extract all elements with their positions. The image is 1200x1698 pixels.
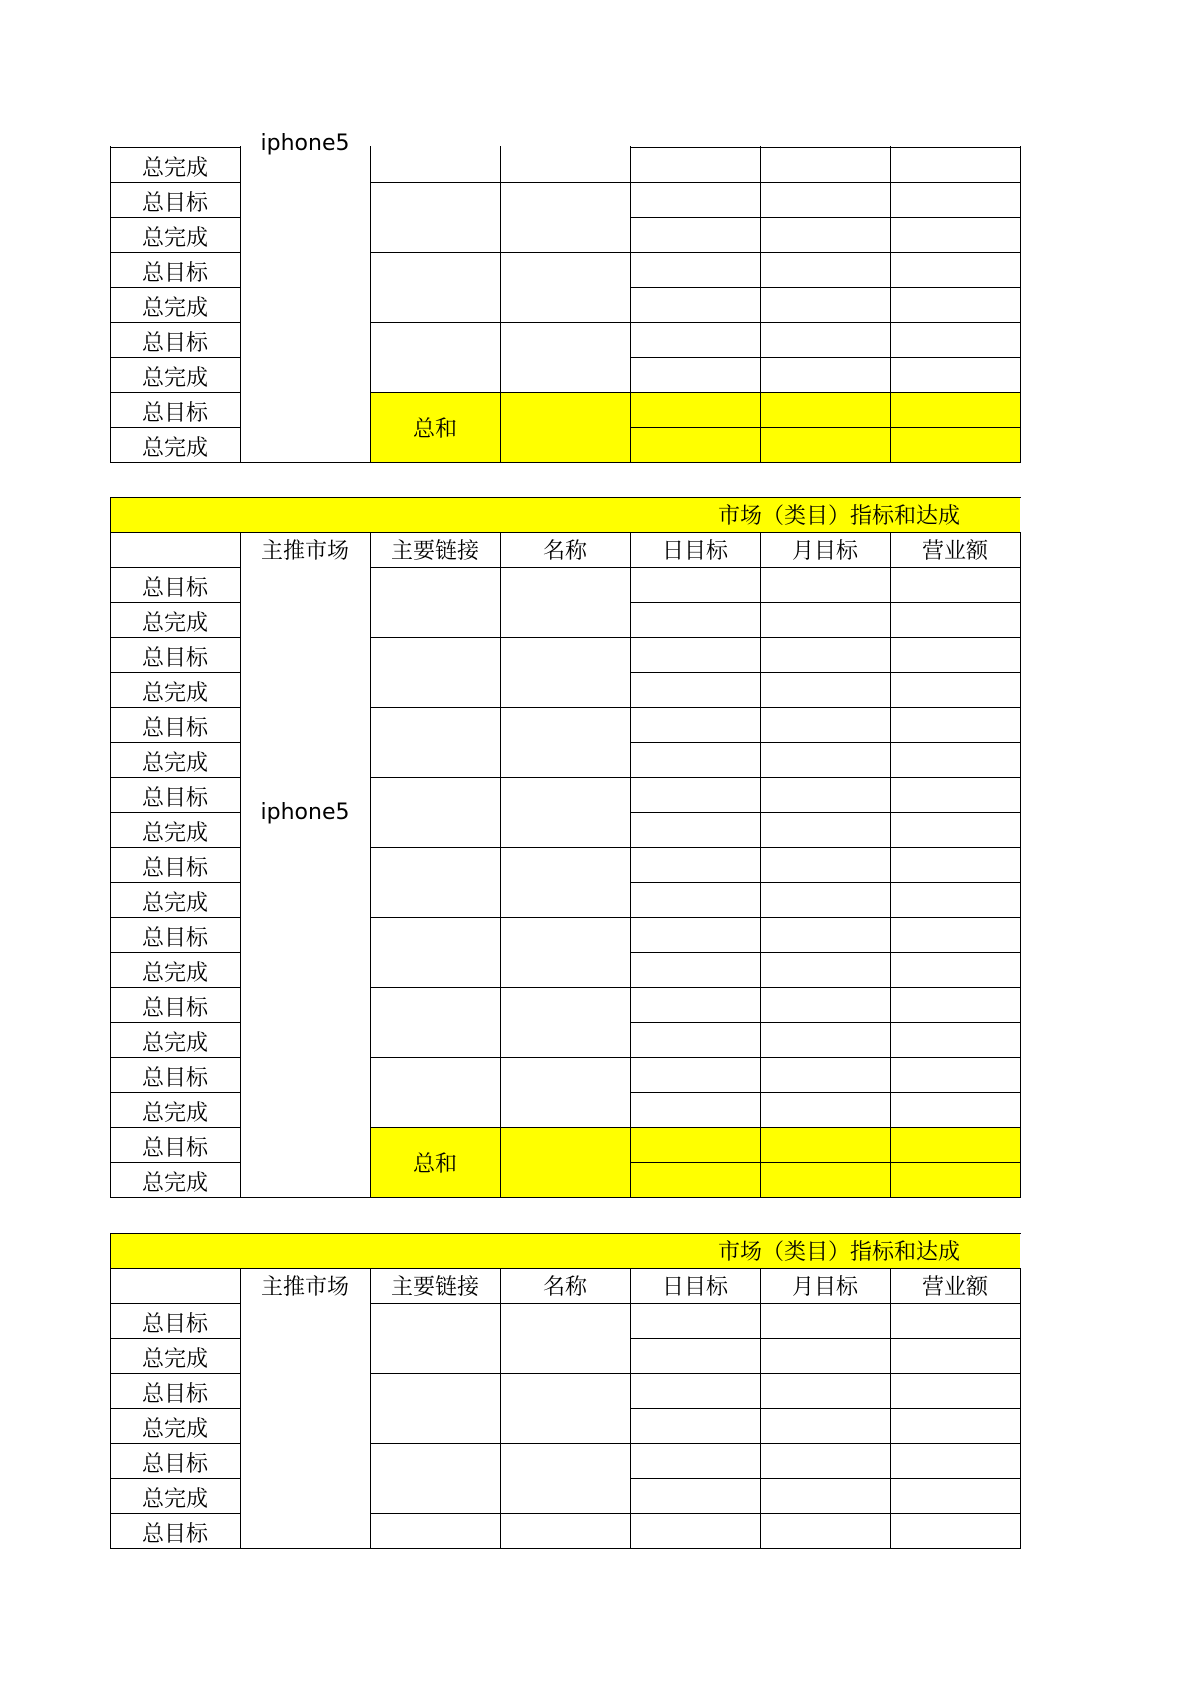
grid-line — [110, 952, 241, 953]
sum-complete-cell[interactable] — [760, 427, 890, 462]
sum-target-cell[interactable] — [760, 1127, 890, 1162]
data-cell[interactable] — [760, 1022, 890, 1057]
grid-line — [110, 1268, 111, 1303]
section-title[interactable]: 市场（类目）指标和达成 — [110, 1233, 1020, 1268]
data-cell[interactable] — [760, 1478, 890, 1513]
grid-line — [500, 567, 501, 1197]
grid-line — [110, 987, 241, 988]
grid-line — [110, 1233, 111, 1268]
data-cell[interactable] — [630, 1057, 760, 1092]
grid-line — [630, 427, 1021, 428]
grid-line — [110, 252, 241, 253]
data-cell[interactable] — [630, 637, 760, 672]
sum-target-cell[interactable] — [890, 392, 1020, 427]
data-cell[interactable] — [630, 217, 760, 252]
data-cell[interactable] — [890, 1338, 1020, 1373]
data-cell[interactable] — [890, 987, 1020, 1022]
header-cell[interactable]: 日目标 — [661, 539, 728, 564]
grid-line — [630, 146, 631, 462]
data-cell[interactable] — [760, 917, 890, 952]
header-cell[interactable]: 日目标 — [661, 1275, 728, 1300]
grid-line — [110, 847, 241, 848]
data-cell[interactable] — [760, 567, 890, 602]
grid-line — [630, 1162, 1021, 1163]
data-cell[interactable] — [630, 1338, 760, 1373]
data-cell[interactable] — [630, 672, 760, 707]
grid-line — [110, 1127, 241, 1128]
data-cell[interactable] — [760, 812, 890, 847]
grid-line — [110, 392, 241, 393]
sum-complete-cell[interactable] — [630, 1162, 760, 1197]
data-cell[interactable] — [890, 1443, 1020, 1478]
complete-label-cell[interactable]: 总完成 — [141, 226, 208, 251]
grid-line — [630, 1373, 1021, 1374]
sum-complete-cell[interactable] — [630, 427, 760, 462]
grid-line — [890, 532, 891, 567]
data-cell[interactable] — [760, 777, 890, 812]
grid-line — [890, 1268, 891, 1303]
grid-line — [760, 1268, 761, 1303]
grid-line — [630, 147, 1021, 148]
grid-line — [110, 812, 241, 813]
grid-line — [630, 357, 1021, 358]
complete-label-cell[interactable]: 总完成 — [141, 1171, 208, 1196]
market-text: iphone5 — [260, 131, 350, 156]
data-cell[interactable] — [630, 1022, 760, 1057]
data-cell[interactable] — [890, 847, 1020, 882]
sum-label-cell[interactable]: 总和 — [370, 1127, 500, 1197]
sum-name-cell[interactable] — [500, 1127, 630, 1197]
data-cell[interactable] — [890, 287, 1020, 322]
grid-line — [500, 532, 501, 567]
data-cell[interactable] — [890, 1478, 1020, 1513]
complete-label-cell[interactable]: 总完成 — [141, 436, 208, 461]
grid-line — [110, 497, 1021, 498]
data-cell[interactable] — [760, 742, 890, 777]
complete-label-cell[interactable]: 总完成 — [141, 681, 208, 706]
complete-label-cell[interactable]: 总完成 — [141, 1031, 208, 1056]
section-title[interactable]: 市场（类目）指标和达成 — [110, 497, 1020, 532]
grid-line — [110, 182, 241, 183]
header-cell[interactable]: 名称 — [542, 1275, 587, 1300]
grid-line — [630, 1303, 631, 1548]
data-cell[interactable] — [630, 847, 760, 882]
grid-line — [630, 1303, 1021, 1304]
data-cell[interactable] — [890, 567, 1020, 602]
grid-line — [630, 217, 1021, 218]
grid-line — [370, 567, 371, 1197]
data-cell[interactable] — [890, 1513, 1020, 1548]
sum-target-cell[interactable] — [630, 392, 760, 427]
header-cell[interactable]: 名称 — [542, 539, 587, 564]
grid-line — [110, 1303, 241, 1304]
complete-label-cell[interactable]: 总完成 — [141, 751, 208, 776]
grid-line — [630, 707, 1021, 708]
data-cell[interactable] — [760, 672, 890, 707]
data-cell[interactable] — [760, 322, 890, 357]
data-cell[interactable] — [630, 742, 760, 777]
header-cell[interactable]: 主推市场 — [260, 539, 349, 564]
complete-label-cell[interactable]: 总完成 — [141, 611, 208, 636]
grid-line — [760, 1303, 761, 1548]
data-cell[interactable] — [890, 1057, 1020, 1092]
header-cell[interactable]: 月目标 — [791, 539, 858, 564]
sum-complete-cell[interactable] — [890, 427, 1020, 462]
grid-line — [630, 567, 1021, 568]
data-cell[interactable] — [630, 882, 760, 917]
data-cell[interactable] — [630, 252, 760, 287]
data-cell[interactable] — [760, 1513, 890, 1548]
grid-line — [110, 1338, 241, 1339]
target-label-cell[interactable]: 总目标 — [141, 1382, 208, 1407]
data-cell[interactable] — [630, 707, 760, 742]
grid-line — [630, 882, 1021, 883]
grid-line — [110, 427, 241, 428]
grid-line — [630, 777, 1021, 778]
grid-line — [1020, 1303, 1021, 1548]
data-cell[interactable] — [760, 147, 890, 182]
grid-line — [110, 532, 111, 567]
data-cell[interactable] — [890, 217, 1020, 252]
grid-line — [890, 146, 891, 462]
data-cell[interactable] — [630, 357, 760, 392]
grid-line — [630, 742, 1021, 743]
grid-line — [110, 462, 241, 463]
data-cell[interactable] — [890, 882, 1020, 917]
complete-label-cell[interactable]: 总完成 — [141, 366, 208, 391]
grid-line — [110, 1513, 241, 1514]
sum-target-cell[interactable] — [630, 1127, 760, 1162]
data-cell[interactable] — [760, 847, 890, 882]
data-cell[interactable] — [760, 287, 890, 322]
data-cell[interactable] — [890, 182, 1020, 217]
grid-line — [630, 917, 1021, 918]
grid-line — [630, 1057, 1021, 1058]
grid-line — [630, 637, 1021, 638]
grid-line — [110, 1303, 111, 1548]
data-cell[interactable] — [760, 1303, 890, 1338]
grid-line — [630, 847, 1021, 848]
data-cell[interactable] — [760, 1373, 890, 1408]
data-cell[interactable] — [760, 707, 890, 742]
grid-line — [630, 287, 1021, 288]
data-cell[interactable] — [630, 1373, 760, 1408]
header-cell[interactable]: 主推市场 — [260, 1275, 349, 1300]
grid-line — [630, 1408, 1021, 1409]
grid-line — [630, 322, 1021, 323]
grid-line — [110, 637, 241, 638]
market-cell[interactable]: iphone5 — [260, 799, 350, 825]
grid-line — [110, 882, 241, 883]
grid-line — [630, 1022, 1021, 1023]
header-cell[interactable] — [110, 532, 240, 567]
grid-line — [370, 532, 371, 567]
grid-line — [110, 567, 241, 568]
data-cell[interactable] — [760, 217, 890, 252]
data-cell[interactable] — [760, 1338, 890, 1373]
data-cell[interactable] — [760, 182, 890, 217]
target-label-cell[interactable]: 总目标 — [141, 1136, 208, 1161]
grid-line — [240, 1268, 241, 1303]
data-cell[interactable] — [890, 1092, 1020, 1127]
header-cell[interactable] — [110, 1268, 240, 1303]
grid-line — [240, 1303, 241, 1548]
grid-line — [890, 567, 891, 1197]
grid-line — [630, 1338, 1021, 1339]
grid-line — [110, 147, 241, 148]
data-cell[interactable] — [760, 987, 890, 1022]
grid-line — [500, 1303, 501, 1548]
market-cell-clipped — [240, 131, 370, 157]
grid-line — [240, 532, 241, 567]
complete-label-cell[interactable]: 总完成 — [141, 156, 208, 181]
grid-line — [240, 146, 241, 462]
grid-line — [110, 1057, 241, 1058]
data-cell[interactable] — [760, 1057, 890, 1092]
data-cell[interactable] — [630, 287, 760, 322]
grid-line — [630, 812, 1021, 813]
data-cell[interactable] — [890, 812, 1020, 847]
header-cell[interactable]: 主要链接 — [390, 539, 479, 564]
grid-line — [110, 1197, 241, 1198]
sum-target-cell[interactable] — [760, 392, 890, 427]
grid-line — [110, 567, 111, 1197]
data-cell[interactable] — [890, 952, 1020, 987]
data-cell[interactable] — [630, 987, 760, 1022]
data-cell[interactable] — [630, 602, 760, 637]
header-cell[interactable]: 营业额 — [921, 539, 988, 564]
grid-line — [630, 567, 631, 1197]
data-cell[interactable] — [760, 1408, 890, 1443]
data-cell[interactable] — [630, 917, 760, 952]
sum-complete-cell[interactable] — [890, 1162, 1020, 1197]
grid-line — [630, 672, 1021, 673]
complete-label-cell[interactable]: 总完成 — [141, 1347, 208, 1372]
data-cell[interactable] — [760, 1443, 890, 1478]
grid-line — [630, 952, 1021, 953]
grid-line — [110, 497, 111, 532]
grid-line — [110, 777, 241, 778]
data-cell[interactable] — [890, 1373, 1020, 1408]
grid-line — [110, 1478, 241, 1479]
grid-line — [1020, 146, 1021, 462]
data-cell[interactable] — [890, 357, 1020, 392]
data-cell[interactable] — [760, 357, 890, 392]
grid-line — [630, 602, 1021, 603]
grid-line — [110, 1268, 1021, 1269]
grid-line — [760, 146, 761, 462]
target-label-cell[interactable]: 总目标 — [141, 1522, 208, 1547]
grid-line — [760, 567, 761, 1197]
data-cell[interactable] — [760, 637, 890, 672]
data-cell[interactable] — [890, 1022, 1020, 1057]
header-cell[interactable]: 营业额 — [921, 1275, 988, 1300]
data-cell[interactable] — [890, 602, 1020, 637]
grid-line — [110, 357, 241, 358]
grid-line — [110, 672, 241, 673]
data-cell[interactable] — [630, 1513, 760, 1548]
grid-line — [110, 1548, 241, 1549]
grid-line — [110, 1443, 241, 1444]
target-label-cell[interactable]: 总目标 — [141, 646, 208, 671]
target-label-cell[interactable]: 总目标 — [141, 856, 208, 881]
target-label-cell[interactable]: 总目标 — [141, 1066, 208, 1091]
data-cell[interactable] — [630, 1092, 760, 1127]
grid-line — [630, 1268, 631, 1303]
grid-line — [240, 462, 371, 463]
grid-line — [110, 1408, 241, 1409]
grid-line — [630, 1548, 1021, 1549]
grid-line — [630, 1443, 1021, 1444]
grid-line — [240, 1548, 371, 1549]
data-cell[interactable] — [630, 1443, 760, 1478]
data-cell[interactable] — [890, 1408, 1020, 1443]
target-label-cell[interactable]: 总目标 — [141, 996, 208, 1021]
complete-label-cell[interactable]: 总完成 — [141, 296, 208, 321]
target-label-cell[interactable]: 总目标 — [141, 1452, 208, 1477]
grid-line — [1020, 567, 1021, 1197]
grid-line — [630, 1197, 1021, 1198]
data-cell[interactable] — [760, 882, 890, 917]
complete-label-cell[interactable]: 总完成 — [141, 1487, 208, 1512]
grid-line — [110, 287, 241, 288]
data-cell[interactable] — [760, 602, 890, 637]
data-cell[interactable] — [760, 952, 890, 987]
grid-line — [110, 146, 111, 462]
grid-line — [110, 1373, 241, 1374]
data-cell[interactable] — [890, 742, 1020, 777]
grid-line — [110, 707, 241, 708]
grid-line — [110, 1233, 1021, 1234]
data-cell[interactable] — [760, 1092, 890, 1127]
data-cell[interactable] — [890, 322, 1020, 357]
data-cell[interactable] — [630, 777, 760, 812]
grid-line — [110, 1022, 241, 1023]
data-cell[interactable] — [630, 182, 760, 217]
grid-line — [890, 1303, 891, 1548]
target-label-cell[interactable]: 总目标 — [141, 401, 208, 426]
sum-name-cell[interactable] — [500, 392, 630, 462]
data-cell[interactable] — [630, 567, 760, 602]
grid-line — [630, 392, 1021, 393]
data-cell[interactable] — [890, 707, 1020, 742]
grid-line — [500, 146, 501, 462]
complete-label-cell[interactable]: 总完成 — [141, 1101, 208, 1126]
data-cell[interactable] — [630, 322, 760, 357]
data-cell[interactable] — [890, 637, 1020, 672]
grid-line — [370, 146, 371, 462]
data-cell[interactable] — [890, 672, 1020, 707]
grid-line — [370, 1303, 371, 1548]
grid-line — [110, 532, 1021, 533]
grid-line — [110, 1092, 241, 1093]
grid-line — [110, 217, 241, 218]
grid-line — [630, 1478, 1021, 1479]
data-cell[interactable] — [630, 952, 760, 987]
grid-line — [110, 602, 241, 603]
grid-line — [370, 1268, 371, 1303]
grid-line — [1020, 1268, 1021, 1303]
grid-line — [630, 1513, 1021, 1514]
grid-line — [110, 322, 241, 323]
complete-label-cell[interactable]: 总完成 — [141, 821, 208, 846]
data-cell[interactable] — [890, 777, 1020, 812]
grid-line — [630, 1127, 1021, 1128]
header-cell[interactable]: 主要链接 — [390, 1275, 479, 1300]
sum-target-cell[interactable] — [890, 1127, 1020, 1162]
target-label-cell[interactable]: 总目标 — [141, 261, 208, 286]
complete-label-cell[interactable]: 总完成 — [141, 1417, 208, 1442]
grid-line — [110, 917, 241, 918]
grid-line — [240, 1197, 371, 1198]
target-label-cell[interactable]: 总目标 — [141, 576, 208, 601]
header-cell[interactable]: 月目标 — [791, 1275, 858, 1300]
data-cell[interactable] — [630, 1478, 760, 1513]
data-cell[interactable] — [890, 252, 1020, 287]
complete-label-cell[interactable]: 总完成 — [141, 961, 208, 986]
grid-line — [630, 182, 1021, 183]
grid-line — [630, 462, 1021, 463]
grid-line — [110, 742, 241, 743]
data-cell[interactable] — [630, 812, 760, 847]
data-cell[interactable] — [890, 147, 1020, 182]
data-cell[interactable] — [630, 147, 760, 182]
target-label-cell[interactable]: 总目标 — [141, 191, 208, 216]
grid-line — [630, 532, 631, 567]
data-cell[interactable] — [630, 1408, 760, 1443]
grid-line — [630, 987, 1021, 988]
grid-line — [1020, 532, 1021, 567]
grid-line — [760, 532, 761, 567]
target-label-cell[interactable]: 总目标 — [141, 716, 208, 741]
data-cell[interactable] — [890, 1303, 1020, 1338]
target-label-cell[interactable]: 总目标 — [141, 331, 208, 356]
target-label-cell[interactable]: 总目标 — [141, 926, 208, 951]
sum-complete-cell[interactable] — [760, 1162, 890, 1197]
target-label-cell[interactable]: 总目标 — [141, 1312, 208, 1337]
grid-line — [500, 1268, 501, 1303]
sum-label-cell[interactable]: 总和 — [370, 392, 500, 462]
data-cell[interactable] — [630, 1303, 760, 1338]
data-cell[interactable] — [760, 252, 890, 287]
grid-line — [630, 252, 1021, 253]
target-label-cell[interactable]: 总目标 — [141, 786, 208, 811]
grid-line — [110, 1162, 241, 1163]
grid-line — [240, 567, 241, 1197]
grid-line — [630, 1092, 1021, 1093]
data-cell[interactable] — [890, 917, 1020, 952]
complete-label-cell[interactable]: 总完成 — [141, 891, 208, 916]
